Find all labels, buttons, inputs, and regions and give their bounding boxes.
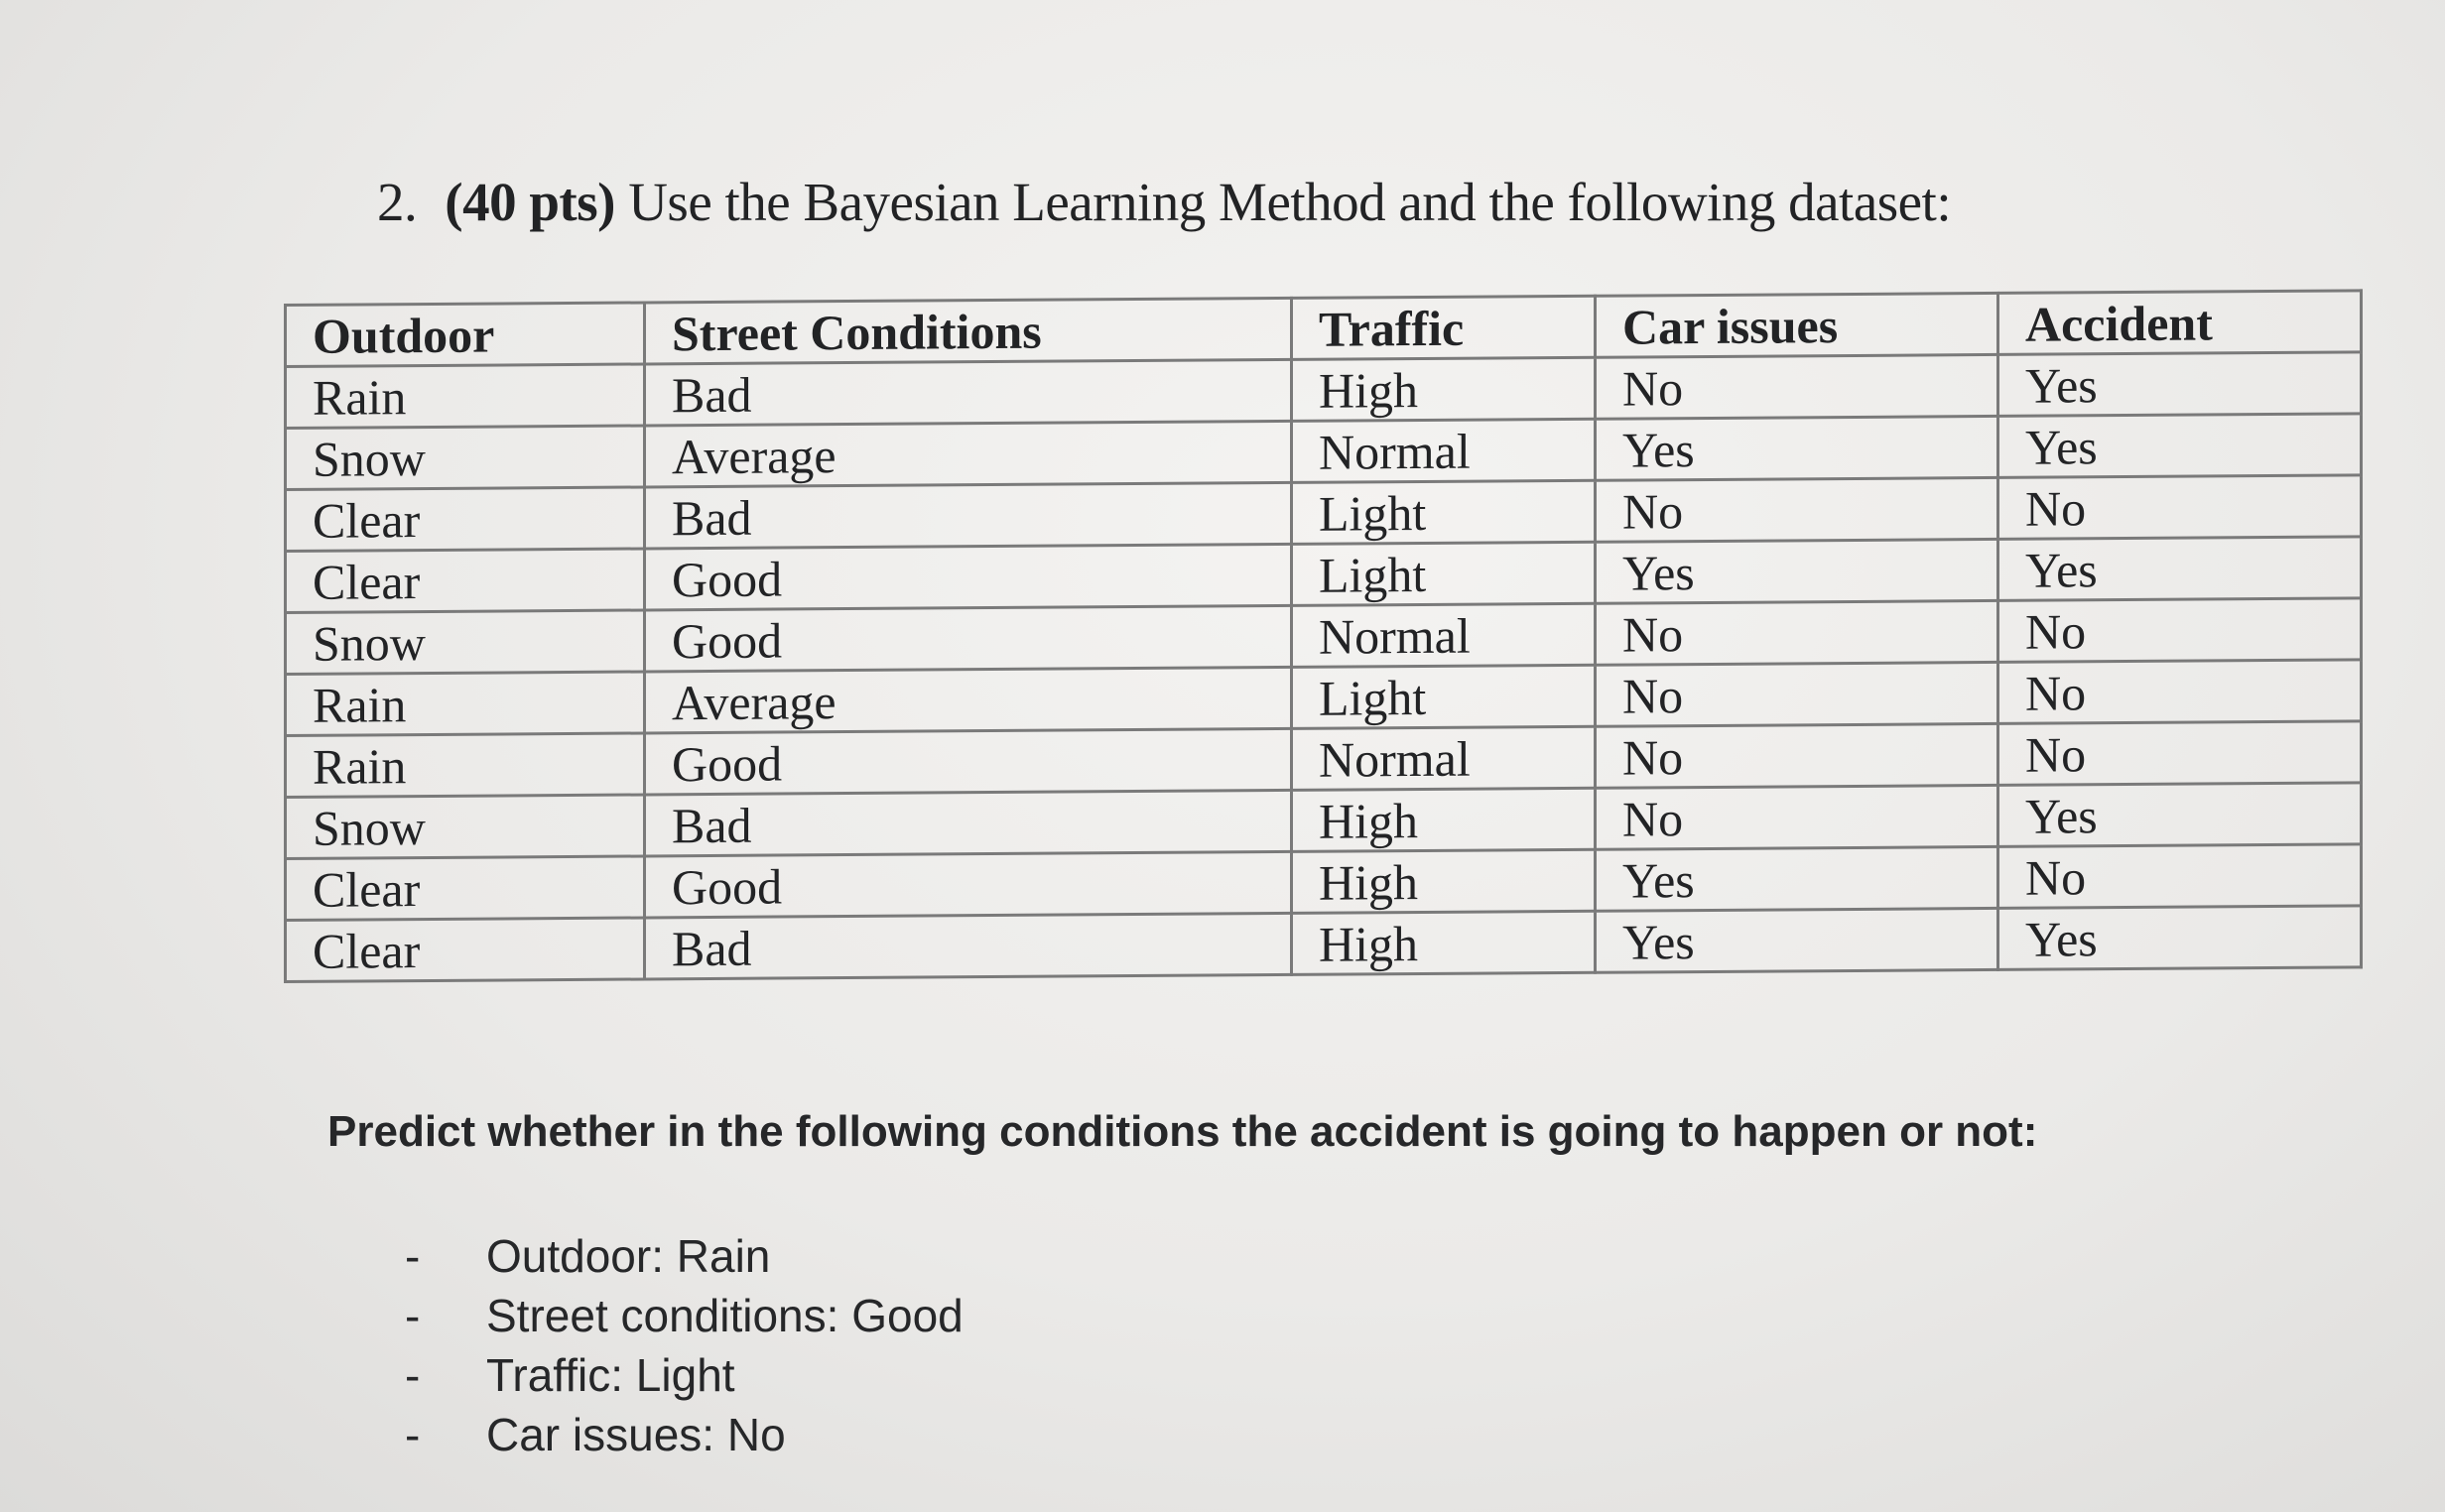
list-item <box>405 1345 964 1405</box>
question-text: Use the Bayesian Learning Method and the following dataset: <box>628 172 1952 232</box>
table-row <box>286 906 2362 982</box>
cell-traffic: High <box>1292 911 1596 974</box>
cell-street-conditions: Good <box>645 544 1292 610</box>
cell-street-conditions: Good <box>645 605 1292 672</box>
cell-accident: Yes <box>1998 352 2362 417</box>
cell-car-issues: Yes <box>1596 846 1998 911</box>
dataset-table <box>284 289 2363 983</box>
column-header-car-issues: Car issues <box>1596 293 1998 357</box>
column-header-outdoor: Outdoor <box>286 303 645 367</box>
cell-outdoor: Clear <box>286 487 645 552</box>
cell-car-issues: Yes <box>1596 908 1998 972</box>
cell-street-conditions: Good <box>645 728 1292 795</box>
cell-street-conditions: Good <box>645 851 1292 918</box>
cell-car-issues: No <box>1596 662 1998 726</box>
cell-accident: Yes <box>1998 906 2362 970</box>
cell-street-conditions: Bad <box>645 482 1292 549</box>
list-item <box>405 1226 964 1286</box>
cell-street-conditions: Average <box>645 421 1292 487</box>
cell-accident: No <box>1998 721 2362 786</box>
cell-outdoor: Clear <box>286 549 645 613</box>
cell-car-issues: No <box>1596 600 1998 665</box>
cell-outdoor: Snow <box>286 610 645 675</box>
cell-traffic: Light <box>1292 542 1596 605</box>
cell-street-conditions: Bad <box>645 359 1292 426</box>
list-bullet: - <box>405 1230 421 1282</box>
list-bullet: - <box>405 1349 421 1401</box>
question-number: 2. <box>377 172 418 232</box>
cell-car-issues: No <box>1596 785 1998 849</box>
condition-traffic: Traffic: Light <box>486 1349 735 1401</box>
cell-traffic: Normal <box>1292 726 1596 790</box>
cell-car-issues: No <box>1596 477 1998 542</box>
column-header-traffic: Traffic <box>1292 296 1596 359</box>
cell-accident: Yes <box>1998 414 2362 478</box>
cell-car-issues: No <box>1596 354 1998 419</box>
column-header-street-conditions: Street Conditions <box>645 298 1292 364</box>
cell-car-issues: No <box>1596 723 1998 788</box>
cell-traffic: Normal <box>1292 603 1596 667</box>
cell-outdoor: Snow <box>286 426 645 490</box>
cell-accident: Yes <box>1998 537 2362 601</box>
cell-traffic: High <box>1292 849 1596 913</box>
cell-street-conditions: Average <box>645 667 1292 733</box>
condition-street-conditions: Street conditions: Good <box>486 1290 964 1341</box>
cell-traffic: Light <box>1292 665 1596 728</box>
question-points: (40 pts) <box>445 172 615 232</box>
list-item <box>405 1405 964 1464</box>
condition-car-issues: Car issues: No <box>486 1409 786 1460</box>
cell-outdoor: Snow <box>286 795 645 859</box>
conditions-list <box>405 1226 964 1464</box>
cell-car-issues: Yes <box>1596 539 1998 603</box>
cell-accident: No <box>1998 844 2362 909</box>
cell-street-conditions: Bad <box>645 913 1292 979</box>
cell-accident: No <box>1998 475 2362 540</box>
cell-outdoor: Rain <box>286 733 645 798</box>
cell-traffic: High <box>1292 357 1596 421</box>
column-header-accident: Accident <box>1998 291 2362 355</box>
list-bullet: - <box>405 1290 421 1341</box>
cell-car-issues: Yes <box>1596 416 1998 480</box>
list-item <box>405 1286 964 1345</box>
cell-traffic: Light <box>1292 480 1596 544</box>
cell-traffic: High <box>1292 788 1596 851</box>
cell-accident: No <box>1998 660 2362 724</box>
condition-outdoor: Outdoor: Rain <box>486 1230 771 1282</box>
question-heading <box>377 171 1951 233</box>
cell-accident: Yes <box>1998 783 2362 847</box>
cell-outdoor: Rain <box>286 672 645 736</box>
prediction-prompt: Predict whether in the following conditions the accident is going to happen or not: <box>327 1107 2038 1156</box>
cell-outdoor: Rain <box>286 364 645 429</box>
cell-street-conditions: Bad <box>645 790 1292 856</box>
cell-outdoor: Clear <box>286 918 645 982</box>
cell-traffic: Normal <box>1292 419 1596 482</box>
cell-outdoor: Clear <box>286 856 645 921</box>
list-bullet: - <box>405 1409 421 1460</box>
cell-accident: No <box>1998 598 2362 663</box>
